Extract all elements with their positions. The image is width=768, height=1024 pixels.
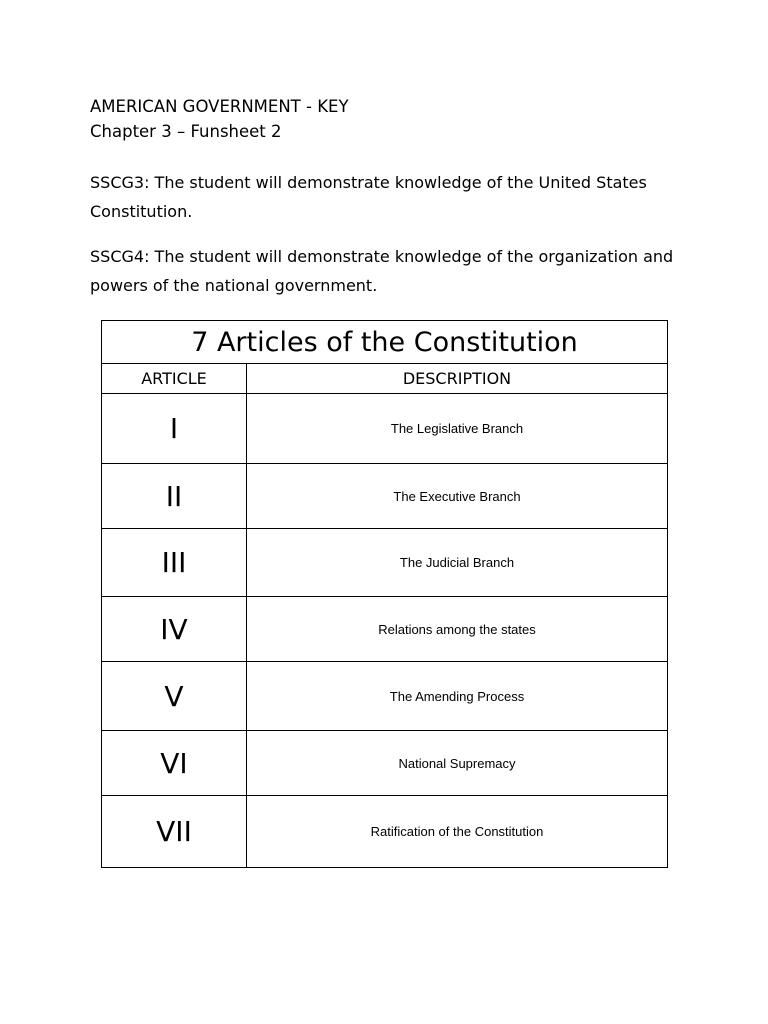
column-header-description: DESCRIPTION: [247, 364, 668, 394]
table-row: [102, 464, 668, 529]
article-description: National Supremacy: [247, 731, 668, 796]
table-caption: 7 Articles of the Constitution: [102, 321, 668, 364]
article-description: The Legislative Branch: [247, 394, 668, 464]
article-number: IV: [102, 597, 247, 662]
article-description: The Judicial Branch: [247, 529, 668, 597]
document-subtitle: Chapter 3 – Funsheet 2: [90, 122, 282, 141]
table-header-row: [102, 364, 668, 394]
article-number: VII: [102, 796, 247, 868]
table-row: [102, 597, 668, 662]
table-row: [102, 731, 668, 796]
article-number: II: [102, 464, 247, 529]
article-number: VI: [102, 731, 247, 796]
standard-sscg4: SSCG4: The student will demonstrate knowledge of the organization and powers of the national government.: [90, 247, 674, 295]
table-caption-row: [102, 321, 668, 364]
article-number: I: [102, 394, 247, 464]
article-description: Ratification of the Constitution: [247, 796, 668, 868]
column-header-article: ARTICLE: [102, 364, 247, 394]
article-description: The Amending Process: [247, 662, 668, 731]
table-row: [102, 394, 668, 464]
article-number: III: [102, 529, 247, 597]
table-row: [102, 529, 668, 597]
standard-sscg3: SSCG3: The student will demonstrate knowledge of the United States Constitution.: [90, 173, 647, 221]
article-description: The Executive Branch: [247, 464, 668, 529]
articles-table: [101, 320, 668, 868]
table-row: [102, 796, 668, 868]
article-number: V: [102, 662, 247, 731]
document-title: AMERICAN GOVERNMENT - KEY: [90, 97, 349, 116]
table-row: [102, 662, 668, 731]
article-description: Relations among the states: [247, 597, 668, 662]
